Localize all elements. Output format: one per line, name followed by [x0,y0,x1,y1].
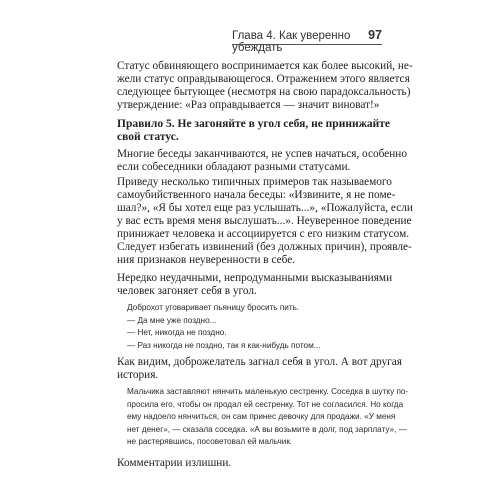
text-line: человек загоняет себя в угол. [117,285,257,297]
text-line: принижает человека и ассоциируется с его низким статусом. [117,228,410,240]
text-line: у вас есть время меня выслушать...». Неуверенное поведение [117,215,412,227]
paragraph-status [117,60,413,112]
text-line: самоубийственного начала беседы: «Извините, я не поме- [117,189,396,201]
text-line: если собеседники обладают разными статусами. [117,161,351,173]
paragraph-examples [117,176,413,267]
text-line: история. [117,369,159,381]
chapter-title: Глава 4. Как уверенно убеждать [232,30,351,54]
example-sister [127,386,409,449]
example-line: — Раз никогда не поздно, так я как-нибудь потом... [127,340,321,350]
text-line: Многие беседы заканчиваются, не успев начаться, особенно [117,148,408,160]
paragraph-conversations [117,148,408,174]
paragraph-another-story [117,356,403,382]
heading-line: свой статус. [117,131,179,143]
running-header [232,28,382,54]
paragraph-corner [117,272,393,298]
example-line: Мальчика заставляют нянчить маленькую сестренку. Соседка в шутку по- [127,387,409,396]
example-line: — Нет, никогда не поздно. [127,328,227,338]
text-line: Комментарии излишни. [117,457,232,469]
text-line: следующее бытующее (несмотря на свою парадоксальность) [117,86,411,98]
text-line: шал?», «Я бы хотел еще раз услышать...», «Пожалуйста, если [117,202,413,214]
text-line: Как видим, доброжелатель загнал себя в угол. А вот другая [117,356,403,368]
example-line: просила его, чтобы он продал ей сестренку. Тот не согласился. Но когда [127,399,404,409]
example-line: нет денег», — сказала соседка. «А вы возьмите в долг, под зарплату», — [127,424,407,434]
example-line: Доброхот уговаривает пьяницу бросить пить. [127,303,300,312]
example-line: — Да мне уже поздно... [127,315,217,325]
text-line: утверждение: «Раз оправдывается — значит виноват!» [117,99,380,111]
text-line: Нередко неудачными, непродуманными высказываниями [117,272,393,284]
example-line: не растерявшись, посоветовал ей мальчик. [127,437,293,447]
text-line: Статус обвиняющего воспринимается как более высокий, не- [117,60,413,72]
text-line: жели статус оправдывающегося. Отражением этого является [117,73,410,85]
text-line: ния признаков неуверенности в себе. [117,254,296,266]
paragraph-conclusion [117,457,385,470]
example-drunkard [127,302,389,352]
heading-line: Правило 5. Не загоняйте в угол себя, не принижайте [117,118,391,130]
header-divider [232,44,382,45]
text-line: Следует избегать извинений (без должных причин), проявле- [117,241,412,253]
rule-heading [117,118,391,144]
page-number: 97 [368,28,382,42]
example-line: ему надоело нянчиться, он сам принес девочку для продажи. «У меня [127,412,396,422]
text-line: Приведу несколько типичных примеров так называемого [117,176,392,188]
